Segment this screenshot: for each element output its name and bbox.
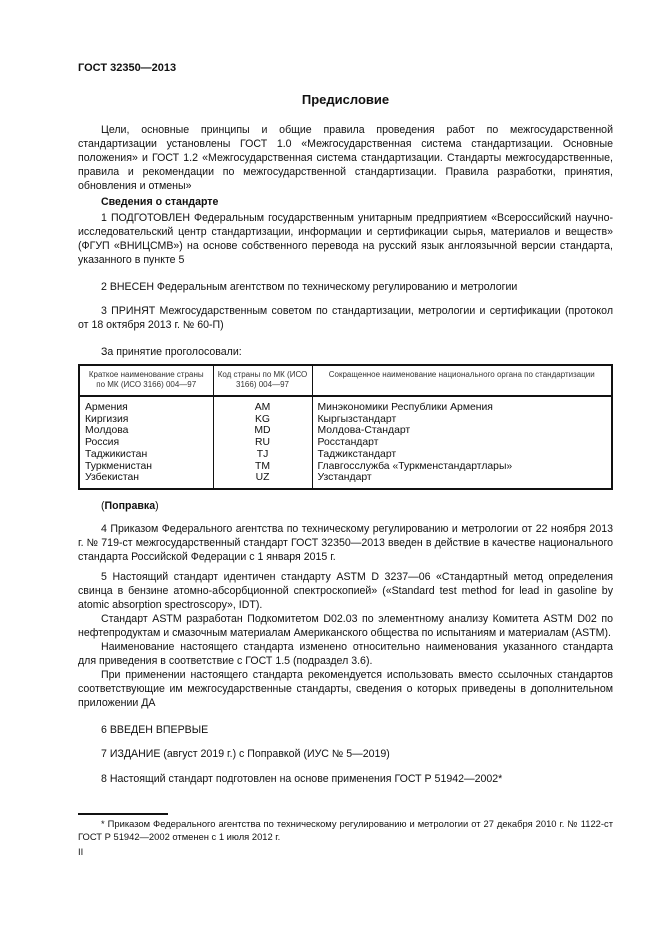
country-cell: Таджикистан xyxy=(79,449,213,461)
column-header: Краткое наименование страны по МК (ИСО 3166) 004—97 xyxy=(79,365,213,396)
item-1 xyxy=(78,211,613,267)
code-cell: TJ xyxy=(213,449,312,461)
item-5-astm-note: Стандарт ASTM разработан Подкомитетом D02.03 по элементному анализу Комитета ASTM D02 по нефтепродуктам и смазочным материалам Американского общества по испытаниям и материалам (ASTM). xyxy=(78,613,613,639)
country-cell: Киргизия xyxy=(79,414,213,426)
table-row xyxy=(79,472,612,489)
item-8-text: 8 Настоящий стандарт подготовлен на основе применения ГОСТ Р 51942—2002* xyxy=(101,773,503,785)
item-7-text: 7 ИЗДАНИЕ (август 2019 г.) с Поправкой (ИУС № 5—2019) xyxy=(101,748,390,760)
item-5-reference-note: При применении настоящего стандарта рекомендуется использовать вместо ссылочных стандартов соответствующие им межгосударственные стандарты, сведения о которых приведены в дополнительном приложении ДА xyxy=(78,669,613,709)
body-cell: Главгосслужба «Туркменстандартлары» xyxy=(317,460,513,472)
item-1-text: 1 ПОДГОТОВЛЕН Федеральным государственным унитарным предприятием «Всероссийский научно-исследовательский центр стандартизации, информации и сертификации сырья, материалов и веществ» (ФГУП «ВНИЦСМВ») на основе собственного перевода на русский язык англоязычной версии стандарта, указанного в пункте 5 xyxy=(78,212,613,266)
amendment-note xyxy=(78,499,613,513)
code-cell: RU xyxy=(213,437,312,449)
country-cell: Туркменистан xyxy=(79,461,213,473)
table-row xyxy=(79,449,612,461)
country-cell: Узбекистан xyxy=(79,472,213,489)
item-5-name-note: Наименование настоящего стандарта изменено относительно наименования указанного стандарта для приведения в соответствие с ГОСТ 1.5 (подраздел 3.6). xyxy=(78,641,613,667)
vote-label xyxy=(78,345,613,359)
amendment-label: Поправка xyxy=(104,500,156,512)
voting-table-wrapper xyxy=(78,364,613,490)
item-4 xyxy=(78,522,613,564)
code-cell: MD xyxy=(213,425,312,437)
column-header: Код страны по МК (ИСО 3166) 004—97 xyxy=(213,365,312,396)
country-cell: Молдова xyxy=(79,425,213,437)
vote-label-text: За принятие проголосовали: xyxy=(101,346,242,358)
footnote xyxy=(78,817,613,843)
column-header: Сокращенное наименование национального органа по стандартизации xyxy=(312,365,612,396)
item-2 xyxy=(78,280,613,294)
item-3 xyxy=(78,304,613,332)
body-cell: Минэкономики Республики Армения xyxy=(317,402,493,413)
table-row xyxy=(79,396,612,414)
intro-paragraph xyxy=(78,123,613,193)
country-cell: Россия xyxy=(79,437,213,449)
item-5 xyxy=(78,570,613,710)
amendment-paren: ( xyxy=(101,500,105,512)
item-3-text: 3 ПРИНЯТ Межгосударственным советом по стандартизации, метрологии и сертификации (протокол от 18 октября 2013 г. № 60-П) xyxy=(78,305,613,331)
table-row xyxy=(79,414,612,426)
intro-text: Цели, основные принципы и общие правила проведения работ по межгосударственной стандартизации установлены ГОСТ 1.0 «Межгосударственная система стандартизации. Основные положения» и ГОСТ 1.2 «Межгосударственная система стандартизации. Стандарты межгосударственные, правила и рекомендации по межгосударственной стандартизации. Правила разработки, принятия, обновления и отмены» xyxy=(78,124,613,192)
amendment-paren: ) xyxy=(155,500,159,512)
section-heading xyxy=(78,195,613,209)
item-6-text: 6 ВВЕДЕН ВПЕРВЫЕ xyxy=(101,724,209,736)
item-7 xyxy=(78,747,613,761)
body-cell: Росстандарт xyxy=(317,437,379,449)
footnote-text: * Приказом Федерального агентства по техническому регулированию и метрологии от 27 декабря 2010 г. № 1122-ст ГОСТ Р 51942—2002 отменен с 1 июля 2012 г. xyxy=(78,818,613,842)
code-cell: KG xyxy=(213,414,312,426)
item-6 xyxy=(78,723,613,737)
table-row xyxy=(79,461,612,473)
page-number: II xyxy=(78,846,84,857)
footnote-divider xyxy=(78,813,168,815)
body-cell: Узстандарт xyxy=(317,472,372,484)
item-4-text: 4 Приказом Федерального агентства по техническому регулированию и метрологии от 22 ноября 2013 г. № 719-ст межгосударственный стандарт ГОСТ 32350—2013 введен в действие в качестве национального стандарта Российской Федерации с 1 января 2015 г. xyxy=(78,523,613,563)
code-cell: AM xyxy=(213,396,312,414)
code-cell: TM xyxy=(213,461,312,473)
document-code-header: ГОСТ 32350—2013 xyxy=(78,62,177,74)
code-cell: UZ xyxy=(213,472,312,489)
body-cell: Молдова-Стандарт xyxy=(317,425,411,437)
body-cell: Таджикстандарт xyxy=(317,448,397,460)
table-header-row xyxy=(79,365,612,396)
page-title: Предисловие xyxy=(301,92,390,107)
item-2-text: 2 ВНЕСЕН Федеральным агентством по техническому регулированию и метрологии xyxy=(101,281,518,293)
body-cell: Кыргызстандарт xyxy=(317,413,397,425)
section-title: Сведения о стандарте xyxy=(101,196,219,208)
item-8 xyxy=(78,772,613,786)
table-row xyxy=(79,425,612,437)
table-row xyxy=(79,437,612,449)
country-cell: Армения xyxy=(79,396,213,414)
voting-table xyxy=(78,364,613,490)
item-5-text: 5 Настоящий стандарт идентичен стандарту ASTM D 3237—06 «Стандартный метод определения свинца в бензине атомно-абсорбционной спектроскопией» («Standard test method for lead in gasoline by atomic absorption spectroscopy», IDT). xyxy=(78,571,613,611)
